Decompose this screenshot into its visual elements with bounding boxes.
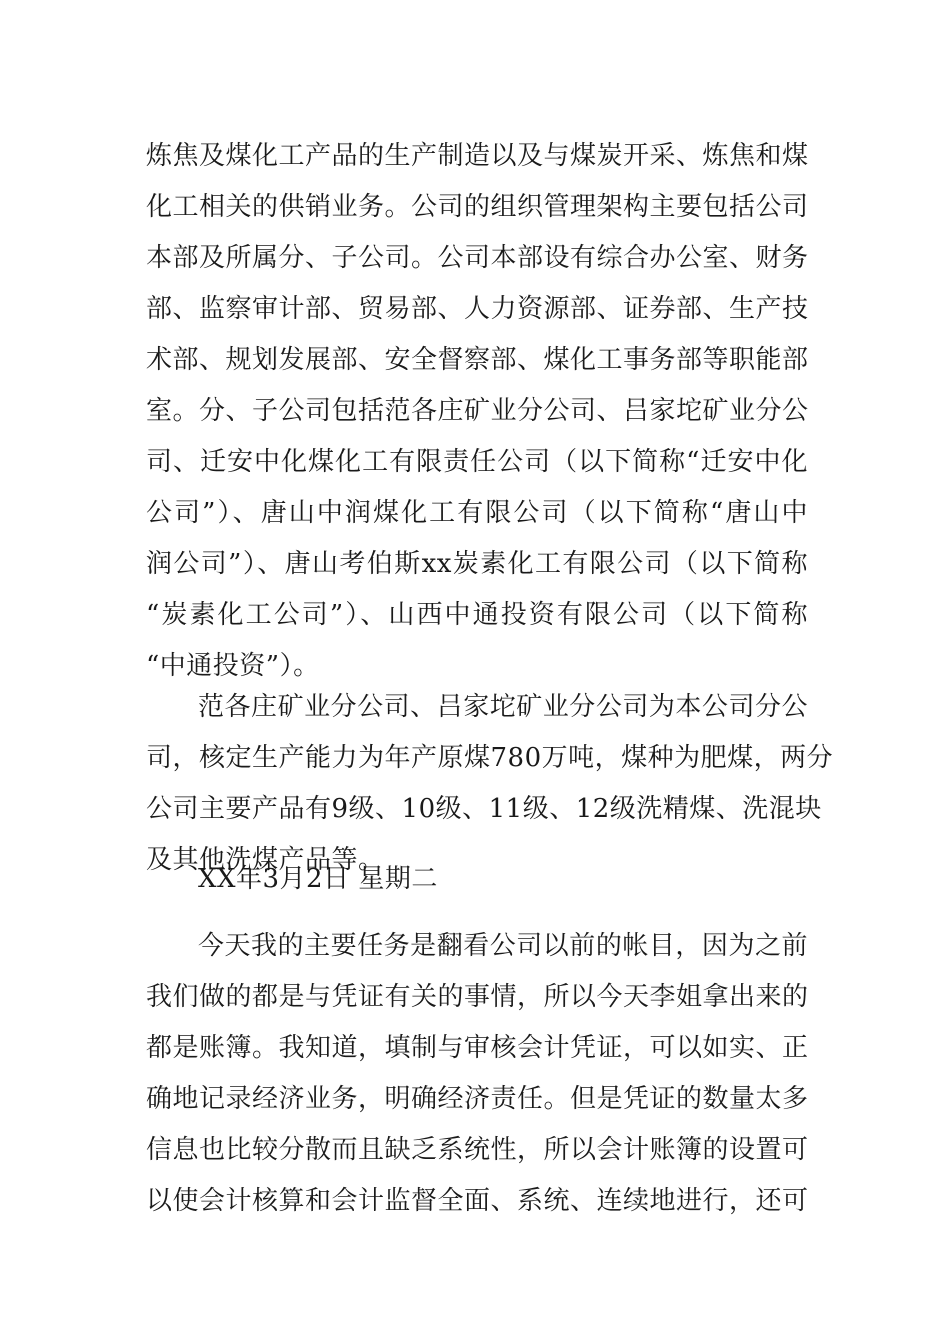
text-line: “中通投资”）。	[146, 651, 320, 681]
text-line: 术部、规划发展部、安全督察部、煤化工事务部等职能部	[146, 345, 809, 375]
text-line: 范各庄矿业分公司、吕家坨矿业分公司为本公司分公	[198, 692, 808, 722]
text-line: 化工相关的供销业务。公司的组织管理架构主要包括公司	[146, 192, 809, 222]
text-line: 及其他洗煤产品等。	[146, 845, 385, 875]
text-line: 室。分、子公司包括范各庄矿业分公司、吕家坨矿业分公	[146, 396, 809, 426]
date-heading	[146, 854, 808, 905]
text-line: 以使会计核算和会计监督全面、系统、连续地进行，还可	[146, 1186, 809, 1216]
text-line: 司、迁安中化煤化工有限责任公司（以下简称“迁安中化	[146, 447, 808, 477]
text-line: 我们做的都是与凭证有关的事情，所以今天李姐拿出来的	[146, 982, 809, 1012]
text-line: 炼焦及煤化工产品的生产制造以及与煤炭开采、炼焦和煤	[146, 141, 809, 171]
text-line: 公司”）、唐山中润煤化工有限公司（以下简称“唐山中	[146, 498, 808, 528]
text-line: 润公司”）、唐山考伯斯xx炭素化工有限公司（以下简称	[146, 549, 808, 579]
text-line: 都是账簿。我知道，填制与审核会计凭证，可以如实、正	[146, 1033, 809, 1063]
text-line: 公司主要产品有9级、10级、11级、12级洗精煤、洗混块	[146, 794, 822, 824]
text-line: 本部及所属分、子公司。公司本部设有综合办公室、财务	[146, 243, 809, 273]
paragraph-diary-entry	[146, 921, 808, 1227]
text-line: 确地记录经济业务，明确经济责任。但是凭证的数量太多	[146, 1084, 809, 1114]
date-line: XX年3月2日 星期二	[198, 864, 438, 894]
text-line: 司，核定生产能力为年产原煤780万吨，煤种为肥煤，两分	[146, 743, 834, 773]
paragraph-company-structure	[146, 131, 808, 692]
text-line: 部、监察审计部、贸易部、人力资源部、证券部、生产技	[146, 294, 809, 324]
text-line: 信息也比较分散而且缺乏系统性，所以会计账簿的设置可	[146, 1135, 809, 1165]
text-line: 今天我的主要任务是翻看公司以前的帐目，因为之前	[198, 931, 808, 961]
text-line: “炭素化工公司”）、山西中通投资有限公司（以下简称	[146, 600, 808, 630]
